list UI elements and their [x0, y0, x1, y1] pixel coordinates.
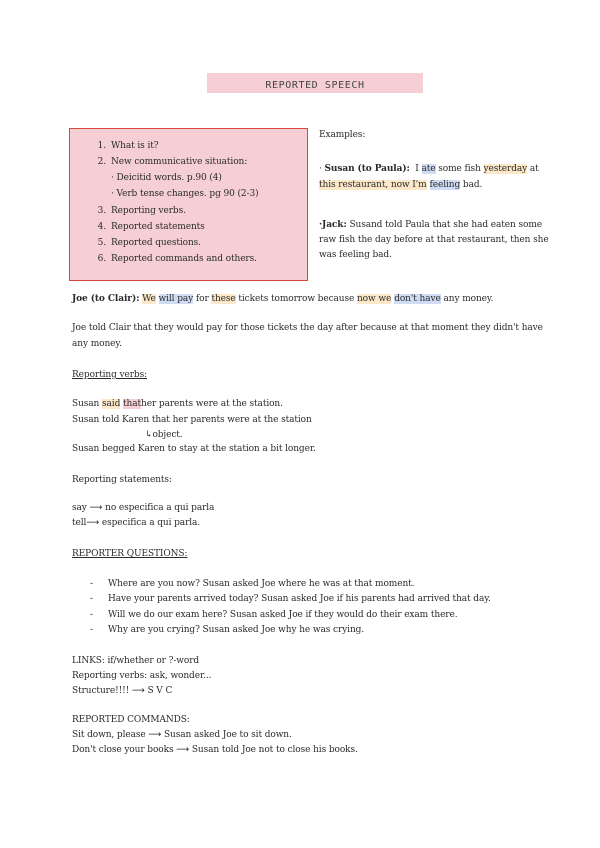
text: Susan	[72, 399, 100, 409]
text: her parents were at the station.	[141, 399, 283, 409]
highlight-blue: ate	[421, 164, 436, 174]
item-number: 3.	[97, 206, 106, 216]
list-dash: -	[90, 625, 93, 635]
text: Susan asked Joe to sit down.	[163, 730, 292, 740]
reporting-verbs-line-4: Susan begged Karen to stay at the station a bit longer.	[72, 444, 316, 454]
item-number: 6.	[97, 254, 106, 264]
text: bad.	[462, 180, 483, 190]
item-text: Reporting verbs.	[111, 206, 186, 216]
links-reporting-verbs: Reporting verbs: ask, wonder...	[72, 671, 212, 681]
highlight-yellow: this restaurant, now I'm	[319, 180, 427, 190]
structure-line	[72, 685, 172, 698]
text: Don't close your books	[72, 745, 174, 755]
text: tickets tomorrow because	[238, 294, 355, 304]
highlight-pink: that	[123, 399, 142, 409]
highlight-yellow: We	[142, 294, 156, 304]
reporting-verbs-heading: Reporting verbs:	[72, 370, 148, 380]
text: say	[72, 503, 87, 513]
command-2	[72, 744, 358, 757]
list-dash: -	[90, 594, 93, 604]
item-text: Reported statements	[111, 222, 205, 232]
say-rule	[72, 502, 214, 515]
reported-commands-heading: REPORTED COMMANDS:	[72, 715, 190, 725]
list-dash: -	[90, 579, 93, 589]
examples-heading: Examples:	[319, 130, 366, 140]
speaker: Joe (to Clair):	[72, 294, 140, 304]
text: no especifica a qui parla	[105, 503, 215, 513]
example-1-line-2	[319, 179, 482, 192]
arrow-right-icon: ⟶	[89, 503, 103, 513]
item-number: 4.	[97, 222, 106, 232]
item-text: Reported questions.	[111, 238, 201, 248]
reporting-verbs-line-2: Susan told Karen that her parents were at the station	[72, 415, 312, 425]
highlight-blue: don't have	[394, 294, 441, 304]
page-title: REPORTED SPEECH	[265, 80, 365, 91]
item-text: New communicative situation:	[111, 157, 248, 167]
reporter-questions-heading: REPORTER QUESTIONS:	[72, 549, 188, 559]
joe-reported-line-1: Joe told Clair that they would pay for those tickets the day after because at that moment they didn't have	[72, 323, 543, 333]
list-dash: -	[90, 610, 93, 620]
item-text: · Deicitid words. p.90 (4)	[111, 173, 222, 183]
object-note: ↳object.	[145, 430, 183, 440]
example-1-line-1	[319, 163, 539, 176]
item-number: 2.	[97, 157, 106, 167]
item-text: Reported commands and others.	[111, 254, 257, 264]
tell-rule	[72, 517, 200, 530]
speaker: ·Jack:	[319, 220, 347, 230]
bullet: ·	[319, 164, 322, 174]
arrow-right-icon: ⟶	[86, 518, 100, 528]
item-text: What is it?	[111, 141, 159, 151]
item-number: 5.	[97, 238, 106, 248]
item-number: 1.	[97, 141, 106, 151]
highlight-yellow: now we	[356, 294, 392, 304]
arrow-right-icon: ⟶	[131, 686, 145, 696]
command-1	[72, 729, 292, 742]
reporting-statements-heading: Reporting statements:	[72, 475, 172, 485]
text: any money.	[443, 294, 494, 304]
links-line: LINKS: if/whether or ?-word	[72, 656, 200, 666]
text: Susand told Paula that she had eaten some	[349, 220, 542, 230]
arrow-right-icon: ⟶	[148, 730, 162, 740]
question-item: Why are you crying? Susan asked Joe why he was crying.	[108, 625, 365, 635]
joe-direct-speech	[72, 293, 493, 306]
arrow-right-icon: ⟶	[176, 745, 190, 755]
text: Structure!!!!	[72, 686, 130, 696]
text: Susan told Joe not to close his books.	[191, 745, 358, 755]
question-item: Have your parents arrived today? Susan asked Joe if his parents had arrived that day.	[108, 594, 491, 604]
example-2-line-3: was feeling bad.	[319, 250, 392, 260]
question-item: Where are you now? Susan asked Joe where he was at that moment.	[108, 579, 415, 589]
text: Sit down, please	[72, 730, 146, 740]
text: some fish	[438, 164, 481, 174]
speaker: Susan (to Paula):	[324, 164, 410, 174]
text: especifica a qui parla.	[101, 518, 201, 528]
contents-box	[69, 128, 308, 281]
text: for	[195, 294, 209, 304]
highlight-yellow: said	[102, 399, 121, 409]
title-banner	[207, 73, 423, 93]
example-2-line-1	[319, 219, 542, 232]
joe-reported-line-2: any money.	[72, 339, 122, 349]
text: tell	[72, 518, 87, 528]
highlight-yellow: these	[211, 294, 236, 304]
text: at	[529, 164, 539, 174]
text: S V C	[147, 686, 173, 696]
highlight-blue: feeling	[429, 180, 461, 190]
text: I	[415, 164, 419, 174]
reporting-verbs-line-1	[72, 398, 283, 411]
highlight-yellow: yesterday	[483, 164, 528, 174]
highlight-blue: will pay	[158, 294, 194, 304]
example-2-line-2: raw fish the day before at that restaurant, then she	[319, 235, 549, 245]
question-item: Will we do our exam here? Susan asked Joe if they would do their exam there.	[108, 610, 458, 620]
item-text: · Verb tense changes. pg 90 (2-3)	[111, 189, 259, 199]
